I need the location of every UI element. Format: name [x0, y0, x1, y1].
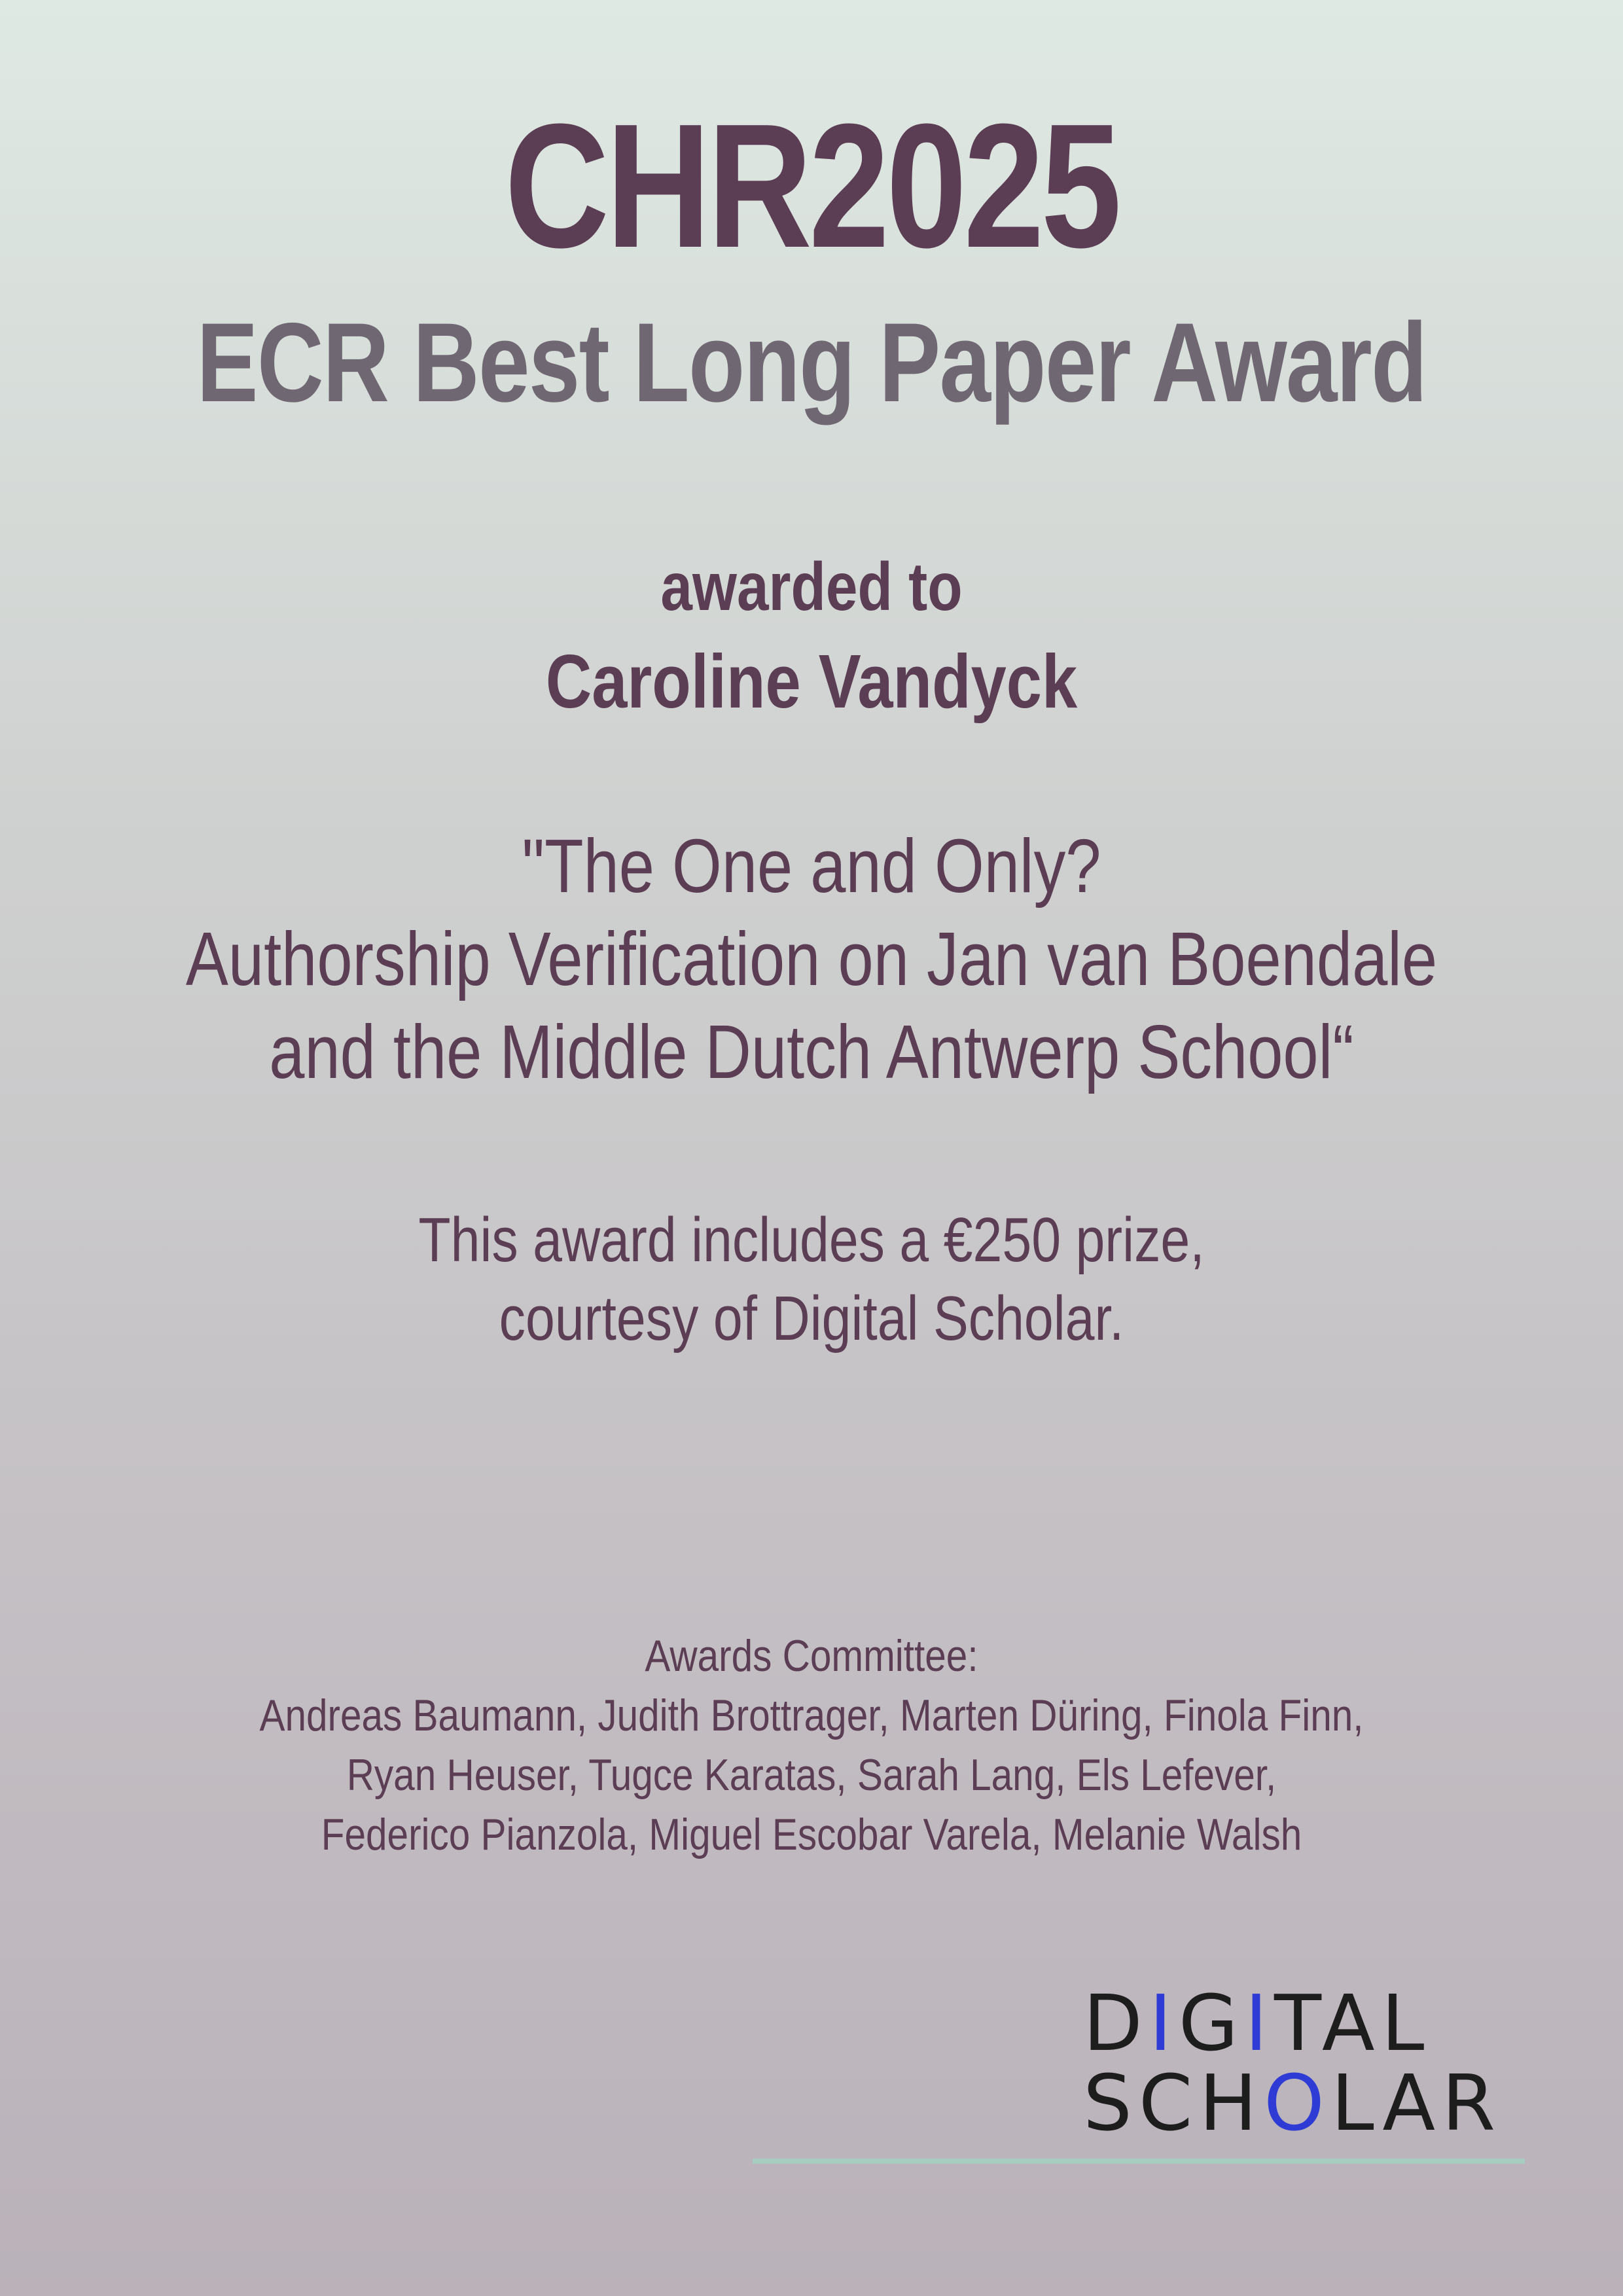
committee-members-line: Ryan Heuser, Tugce Karatas, Sarah Lang, Els Lefever, [346, 1750, 1277, 1800]
prize-line: This award includes a €250 prize, [418, 1205, 1205, 1275]
committee-members-line: Federico Pianzola, Miguel Escobar Varela, Melanie Walsh [321, 1810, 1302, 1859]
award-name: ECR Best Long Paper Award [196, 300, 1427, 425]
prize-note [130, 1201, 1493, 1358]
prize-line: courtesy of Digital Scholar. [499, 1283, 1124, 1354]
logo-line-digital [1083, 1978, 1515, 2068]
paper-title-line: Authorship Verification on Jan van Boendale [185, 916, 1438, 1001]
logo-line-scholar [1083, 2058, 1515, 2148]
logo-letters: LAR [1330, 2058, 1503, 2148]
logo-letters: TAL [1274, 1978, 1431, 2068]
logo-letter: D [1083, 1978, 1149, 2068]
event-title: CHR2025 [505, 88, 1118, 285]
committee-label: Awards Committee: [645, 1631, 978, 1681]
logo-accent-letter: I [1149, 1978, 1179, 2068]
logo-letters: SCH [1083, 2058, 1264, 2148]
committee-members-line: Andreas Baumann, Judith Brottrager, Marten Düring, Finola Finn, [259, 1691, 1364, 1740]
paper-title [130, 819, 1493, 1098]
recipient-name: Caroline Vandyck [545, 639, 1078, 724]
logo-accent-letter: I [1245, 1978, 1274, 2068]
logo-accent-letter: O [1264, 2058, 1331, 2148]
paper-title-line: "The One and Only? [522, 823, 1101, 908]
awards-committee [114, 1626, 1510, 1865]
paper-title-line: and the Middle Dutch Antwerp School“ [269, 1009, 1354, 1094]
digital-scholar-logo [1083, 1978, 1515, 2148]
logo-letter: G [1178, 1978, 1245, 2068]
logo-underline-divider [753, 2159, 1525, 2164]
awarded-to-label: awarded to [660, 549, 963, 625]
